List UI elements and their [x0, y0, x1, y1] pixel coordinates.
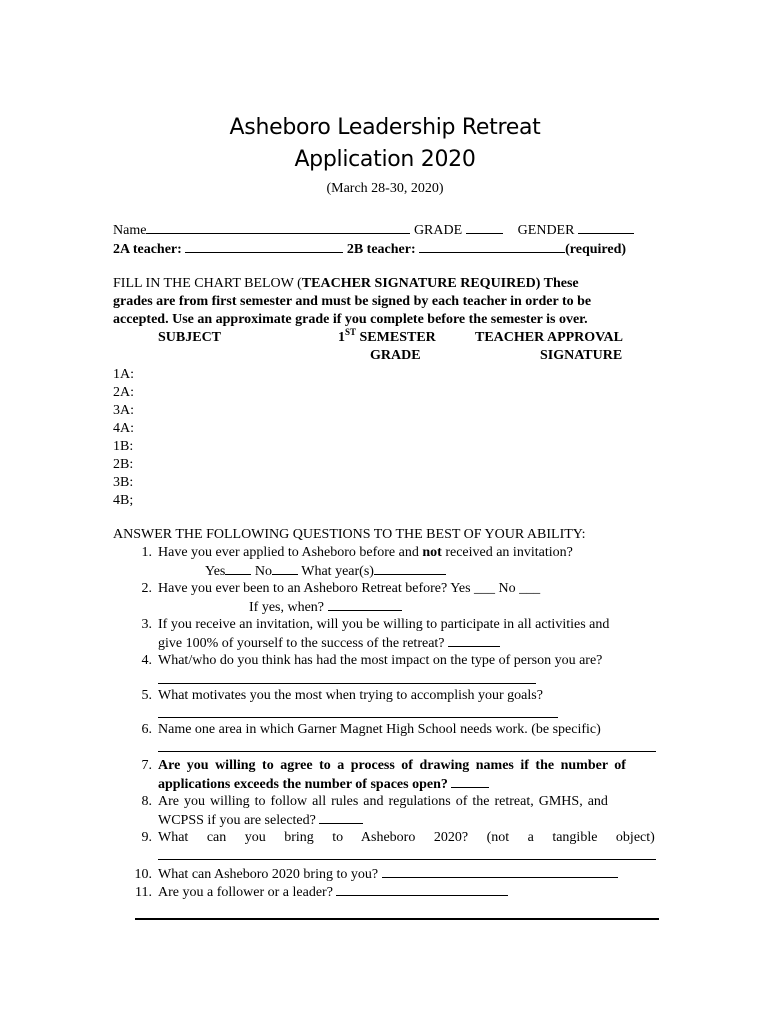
question-7	[130, 757, 626, 775]
q1-no-field[interactable]	[272, 562, 298, 575]
period-4b: 4B;	[113, 493, 134, 508]
name-row	[113, 221, 634, 240]
q6-number: 6.	[141, 722, 152, 737]
question-11	[130, 883, 508, 902]
instructions-text: FILL IN THE CHART BELOW (	[113, 276, 302, 291]
period-3a: 3A:	[113, 403, 134, 418]
period-2b: 2B:	[113, 457, 134, 472]
period-4a: 4A:	[113, 421, 134, 436]
teacher-approval-header: TEACHER APPROVAL	[475, 330, 623, 345]
q11-answer-field[interactable]	[336, 883, 508, 896]
name-label: Name	[113, 223, 147, 238]
grade-field[interactable]	[466, 221, 503, 234]
teacher-row	[113, 240, 626, 259]
question-1	[130, 544, 573, 562]
q8-number: 8.	[141, 794, 152, 809]
grade-label: GRADE	[413, 223, 463, 238]
instructions-tail: These	[540, 276, 579, 291]
period-2a: 2A:	[113, 385, 134, 400]
q3-text: If you receive an invitation, will you be willing to participate in all activities and	[158, 617, 610, 632]
q6-text: Name one area in which Garner Magnet High School needs work. (be specific)	[158, 722, 601, 737]
semester-num: 1	[338, 330, 345, 345]
q5-answer-line[interactable]	[158, 717, 558, 718]
q1-no-label: No	[254, 564, 272, 579]
q2-text: Have you ever been to an Asheboro Retreat before? Yes ___ No ___	[158, 581, 541, 596]
question-4	[130, 652, 602, 670]
teacher-2a-label: 2A teacher:	[113, 242, 182, 257]
q1-yes-label: Yes	[205, 564, 226, 579]
q7-answer-field[interactable]	[451, 775, 489, 788]
q9-text: What can you bring to Asheboro 2020? (not a tangible object)	[158, 830, 655, 845]
q8-text: Are you willing to follow all rules and regulations of the retreat, GMHS, and	[158, 794, 608, 809]
teacher-2b-field[interactable]	[419, 240, 565, 253]
q3-number: 3.	[141, 617, 152, 632]
q7-text-2: applications exceeds the number of spaces open?	[158, 777, 448, 792]
q5-number: 5.	[141, 688, 152, 703]
question-5	[130, 687, 543, 705]
q3-line-2	[158, 634, 500, 653]
q7-text: Are you willing to agree to a process of drawing names if the number of	[158, 758, 626, 773]
q11-text: Are you a follower or a leader?	[158, 885, 333, 900]
question-8	[130, 793, 608, 811]
signature-header: SIGNATURE	[540, 348, 623, 363]
teacher-2b-label: 2B teacher:	[346, 242, 416, 257]
form-title: Asheboro Leadership Retreat	[229, 115, 541, 140]
form-subtitle: Application 2020	[294, 147, 476, 172]
question-6	[130, 721, 601, 739]
q10-number: 10.	[134, 867, 152, 882]
q1-answers	[205, 562, 446, 581]
grade-header: GRADE	[370, 348, 421, 363]
q4-answer-line[interactable]	[158, 683, 536, 684]
semester-rest: SEMESTER	[356, 330, 436, 345]
q1-yes-field[interactable]	[225, 562, 251, 575]
q2-number: 2.	[141, 581, 152, 596]
question-2	[130, 580, 540, 598]
instructions-line-2: grades are from first semester and must be signed by each teacher in order to be	[113, 294, 592, 309]
q5-text: What motivates you the most when trying to accomplish your goals?	[158, 688, 543, 703]
q8-answer-field[interactable]	[319, 811, 363, 824]
q1-year-field[interactable]	[374, 562, 446, 575]
q10-text: What can Asheboro 2020 bring to you?	[158, 867, 379, 882]
q4-number: 4.	[141, 653, 152, 668]
q10-answer-field[interactable]	[382, 865, 618, 878]
name-field[interactable]	[146, 221, 410, 234]
gender-field[interactable]	[578, 221, 634, 234]
q9-answer-line[interactable]	[158, 859, 656, 860]
q2-when-label: If yes, when?	[249, 600, 325, 615]
q8-text-2: WCPSS if you are selected?	[158, 813, 316, 828]
subject-header: SUBJECT	[158, 330, 222, 345]
q3-answer-field[interactable]	[448, 634, 500, 647]
q1-text-end: received an invitation?	[441, 545, 573, 560]
signature-required-text: TEACHER SIGNATURE REQUIRED)	[301, 276, 541, 291]
period-3b: 3B:	[113, 475, 134, 490]
q9-number: 9.	[141, 830, 152, 845]
instructions-line-3: accepted. Use an approximate grade if you complete before the semester is over.	[113, 312, 588, 327]
q3-text-2: give 100% of yourself to the success of the retreat?	[158, 636, 445, 651]
period-1b: 1B:	[113, 439, 134, 454]
q2-when	[249, 598, 402, 617]
instructions-line-1	[113, 275, 579, 293]
question-10	[130, 865, 618, 884]
q8-line-2	[158, 811, 363, 830]
q1-number: 1.	[141, 545, 152, 560]
q1-year-label: What year(s)	[301, 564, 374, 579]
period-1a: 1A:	[113, 367, 134, 382]
q7-line-2	[158, 775, 489, 794]
gender-label: GENDER	[517, 223, 575, 238]
retreat-dates: (March 28-30, 2020)	[326, 181, 444, 196]
question-9	[130, 829, 655, 847]
question-3	[130, 616, 609, 634]
q1-bold: not	[422, 545, 442, 560]
required-note: (required)	[565, 242, 627, 257]
bottom-divider	[135, 918, 659, 920]
teacher-2a-field[interactable]	[185, 240, 343, 253]
semester-sup: ST	[345, 327, 357, 337]
q2-when-field[interactable]	[328, 598, 402, 611]
semester-header	[338, 329, 436, 347]
q4-text: What/who do you think has had the most impact on the type of person you are?	[158, 653, 603, 668]
q7-number: 7.	[141, 758, 152, 773]
questions-heading: ANSWER THE FOLLOWING QUESTIONS TO THE BEST OF YOUR ABILITY:	[113, 527, 586, 542]
q1-text: Have you ever applied to Asheboro before and	[158, 545, 423, 560]
q11-number: 11.	[135, 885, 152, 900]
q6-answer-line[interactable]	[158, 751, 656, 752]
